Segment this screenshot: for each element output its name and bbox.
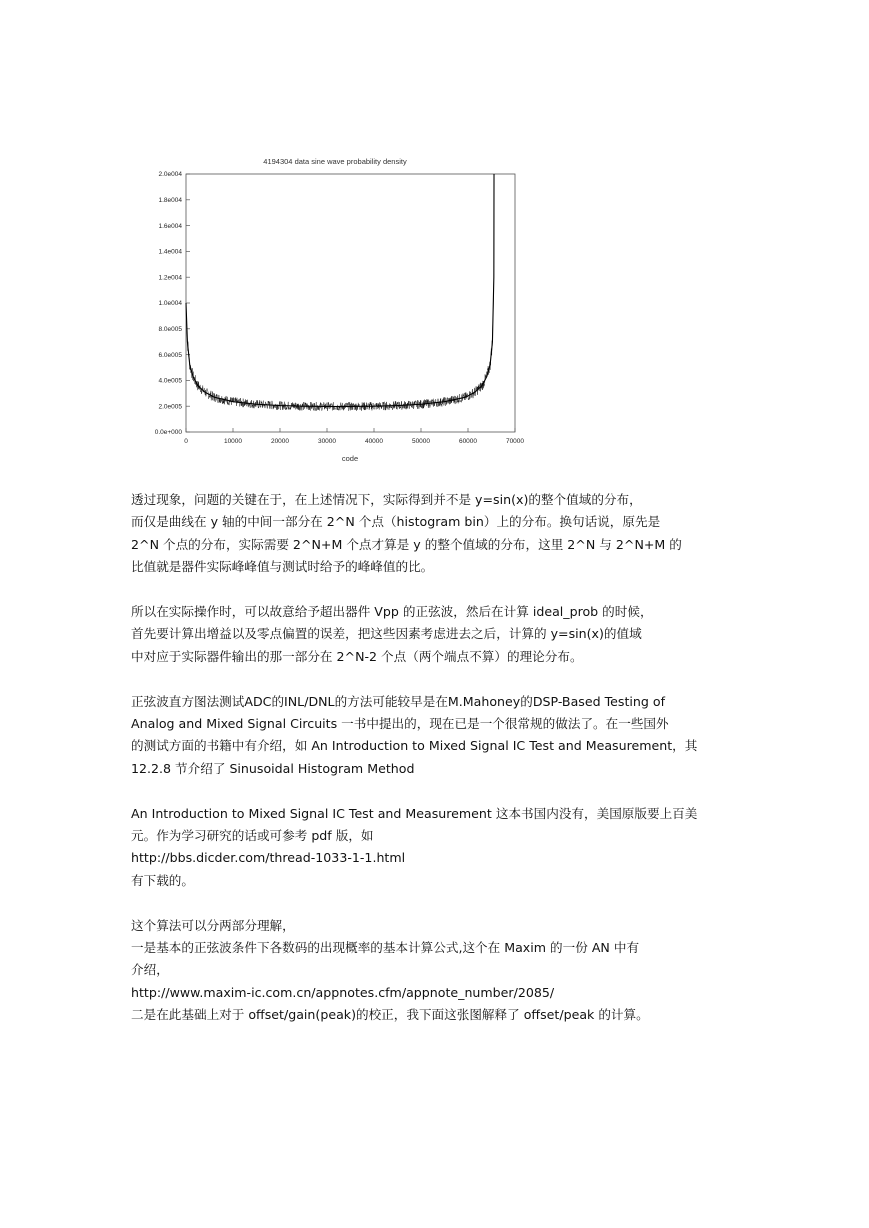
- y-tick-label: 4.0e005: [158, 377, 182, 385]
- x-tick-label: 10000: [223, 438, 243, 445]
- url-text: http://bbs.dicder.com/thread-1033-1-1.html: [131, 850, 406, 866]
- y-tick-label: 2.0e005: [158, 403, 182, 411]
- text-line: 正弦波直方图法测试ADC的INL/DNL的方法可能较早是在M.Mahoney的DSP-Based Testing of: [131, 693, 666, 709]
- paragraph-gap: [131, 668, 743, 690]
- y-tick-label: 1.2e004: [158, 274, 182, 282]
- paragraph-gap: [131, 780, 743, 802]
- article-body: [131, 489, 743, 1027]
- text-line: 所以在实际操作时，可以故意给予超出器件 Vpp 的正弦波，然后在计算 ideal_prob 的时候，: [131, 604, 653, 620]
- y-tick-label: 8.0e005: [158, 326, 182, 333]
- text-line: 介绍，: [131, 962, 169, 978]
- text-line: 而仅是曲线在 y 轴的中间一部分在 2^N 个点（histogram bin）上的分布。换句话说，原先是: [131, 514, 661, 530]
- x-axis-ticks: [184, 428, 524, 445]
- y-axis-ticks: [155, 171, 190, 436]
- paragraph-gap: [131, 892, 743, 914]
- text-line: An Introduction to Mixed Signal IC Test and Measurement 这本书国内没有，美国原版要上百美: [131, 805, 698, 821]
- text-line: 2^N 个点的分布，实际需要 2^N+M 个点才算是 y 的整个值域的分布，这里 2^N 与 2^N+M 的: [131, 536, 682, 552]
- text-line: 的测试方面的书籍中有介绍，如 An Introduction to Mixed Signal IC Test and Measurement，其: [131, 738, 698, 754]
- x-tick-label: 60000: [458, 438, 478, 445]
- y-tick-label: 0.0e+000: [154, 429, 182, 437]
- probability-density-chart: [130, 150, 550, 470]
- chart-title: 4194304 data sine wave probability density: [263, 157, 407, 166]
- text-line: 12.2.8 节介绍了 Sinusoidal Histogram Method: [131, 760, 415, 776]
- y-tick-label: 2.0e004: [158, 171, 182, 179]
- text-line: 有下载的。: [131, 872, 194, 888]
- text-line: Analog and Mixed Signal Circuits 一书中提出的，现在已是一个很常规的做法了。在一些国外: [131, 716, 669, 732]
- text-line: 透过现象，问题的关键在于，在上述情况下，实际得到并不是 y=sin(x)的整个值域的分布，: [131, 492, 642, 507]
- density-noise-band: [186, 180, 494, 411]
- x-tick-label: 0: [184, 438, 188, 445]
- y-tick-label: 1.6e004: [158, 222, 182, 230]
- text-line: 这个算法可以分两部分理解，: [131, 917, 295, 933]
- y-tick-label: 1.8e004: [158, 197, 182, 204]
- x-tick-label: 40000: [364, 438, 384, 445]
- paragraph-gap: [131, 579, 743, 601]
- density-series-line: [186, 174, 494, 407]
- x-tick-label: 50000: [411, 438, 431, 445]
- url-text: http://www.maxim-ic.com.cn/appnotes.cfm/appnote_number/2085/: [131, 984, 555, 1000]
- text-line: 一是基本的正弦波条件下各数码的出现概率的基本计算公式,这个在 Maxim 的一份 AN 中有: [131, 940, 640, 956]
- y-tick-label: 6.0e005: [158, 351, 182, 359]
- x-tick-label: 20000: [270, 438, 290, 445]
- text-line: 元。作为学习研究的话或可参考 pdf 版，如: [131, 828, 374, 844]
- x-tick-label: 30000: [317, 438, 337, 445]
- y-tick-label: 1.4e004: [158, 248, 182, 256]
- x-tick-label: 70000: [505, 438, 525, 445]
- x-axis-label: code: [341, 454, 359, 463]
- text-line: 首先要计算出增益以及零点偏置的误差，把这些因素考虑进去之后，计算的 y=sin(x)的值域: [131, 626, 642, 642]
- text-line: 比值就是器件实际峰峰值与测试时给予的峰峰值的比。: [131, 559, 434, 575]
- y-tick-label: 1.0e004: [158, 300, 182, 308]
- text-line: 二是在此基础上对于 offset/gain(peak)的校正，我下面这张图解释了 offset/peak 的计算。: [131, 1007, 649, 1023]
- text-line: 中对应于实际器件输出的那一部分在 2^N-2 个点（两个端点不算）的理论分布。: [131, 648, 583, 664]
